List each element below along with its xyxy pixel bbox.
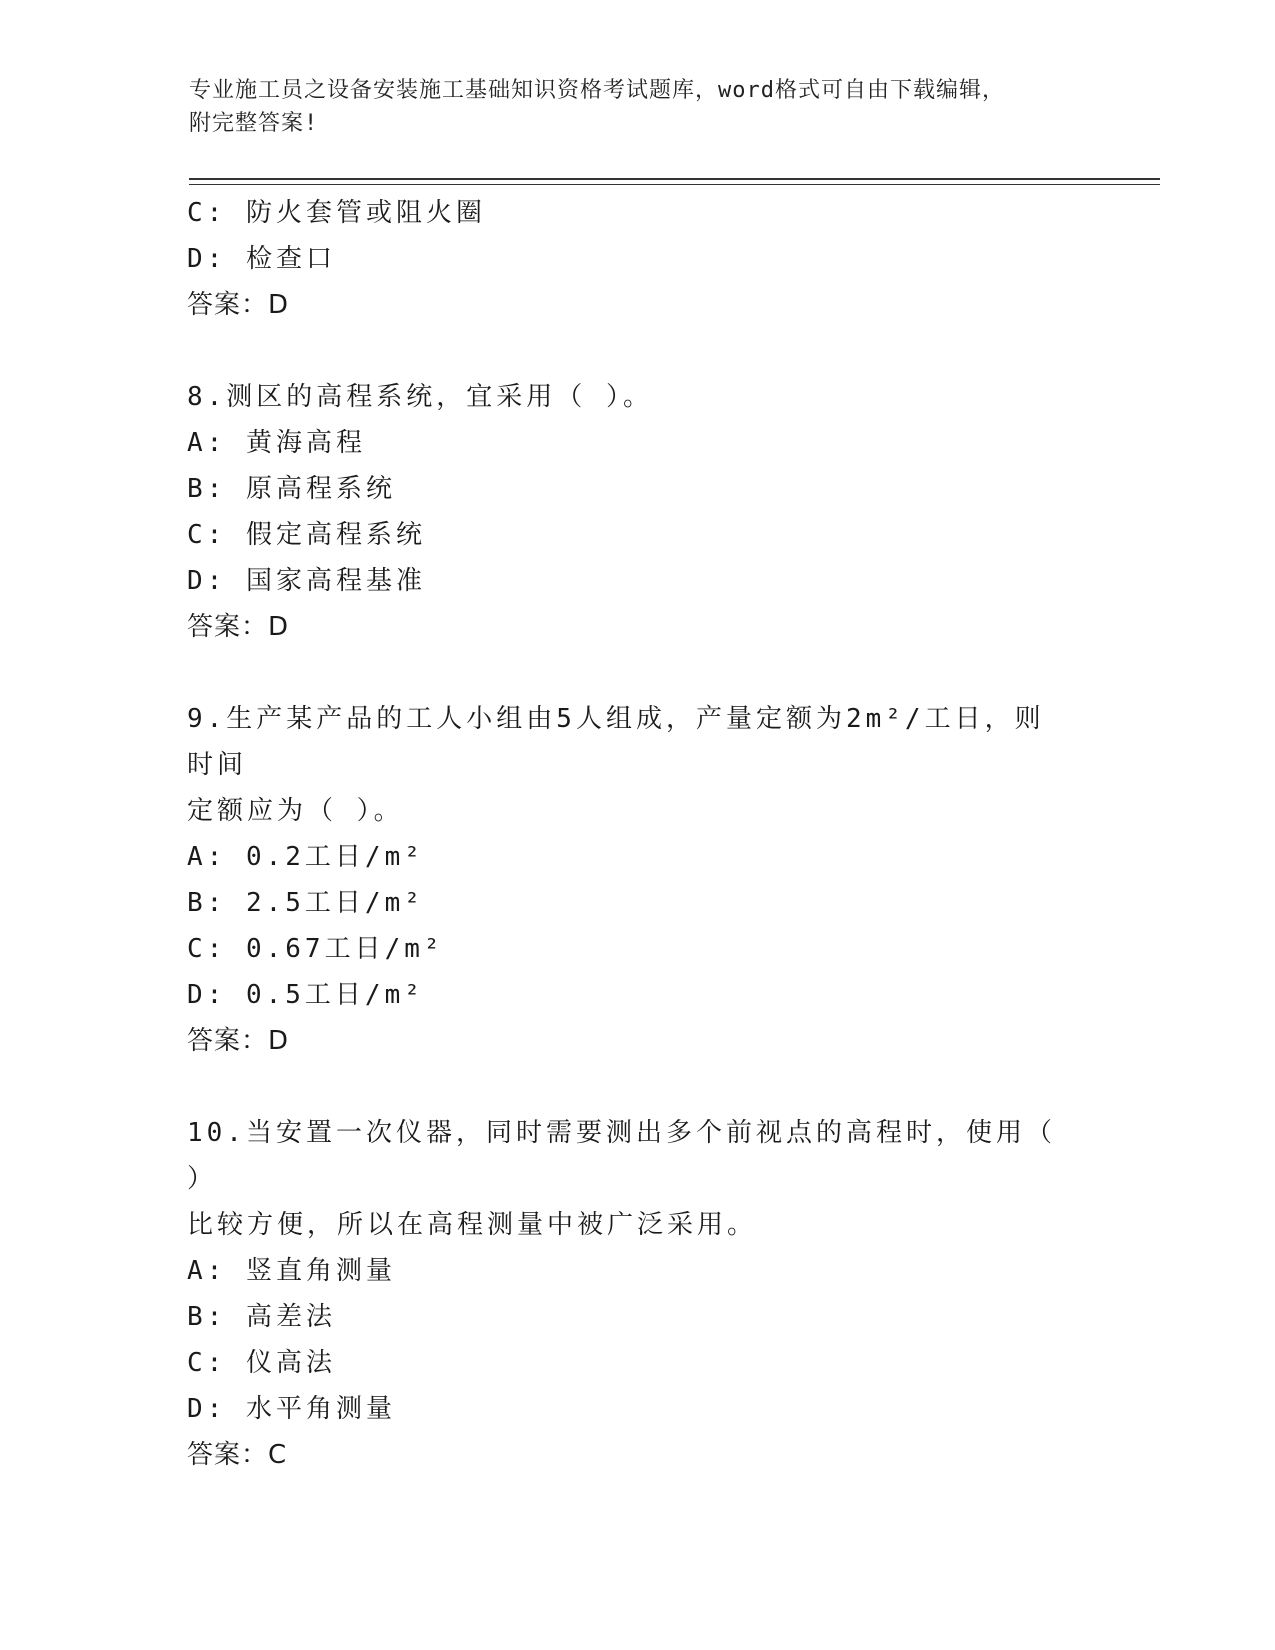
option-text: 0.2工日/m²	[245, 842, 424, 872]
question-text-line-1: 9.生产某产品的工人小组由5人组成，产量定额为2m²/工日，则时间	[187, 704, 1045, 780]
question-8	[187, 374, 1087, 650]
document-header	[189, 74, 1069, 140]
option-label: C:	[187, 1348, 227, 1378]
option-label: A:	[187, 1256, 227, 1286]
question-fragment	[187, 190, 1087, 328]
option-label: C:	[187, 198, 227, 228]
header-divider-thick	[189, 178, 1160, 180]
option-d	[187, 1386, 1087, 1432]
option-c	[187, 1340, 1087, 1386]
option-text: 国家高程基准	[245, 566, 426, 596]
option-label: B:	[187, 474, 227, 504]
option-text: 0.5工日/m²	[245, 980, 424, 1010]
option-d	[187, 558, 1087, 604]
option-c	[187, 190, 1087, 236]
option-b	[187, 466, 1087, 512]
option-a	[187, 1248, 1087, 1294]
option-c	[187, 926, 1087, 972]
option-label: A:	[187, 842, 227, 872]
option-text: 检查口	[245, 244, 336, 274]
question-9	[187, 696, 1087, 1064]
option-text: 原高程系统	[245, 474, 396, 504]
option-c	[187, 512, 1087, 558]
answer: 答案：C	[187, 1440, 288, 1470]
option-d	[187, 972, 1087, 1018]
option-text: 防火套管或阻火圈	[245, 198, 486, 228]
option-a	[187, 420, 1087, 466]
option-label: A:	[187, 428, 227, 458]
option-text: 仪高法	[245, 1348, 336, 1378]
header-line-1: 专业施工员之设备安装施工基础知识资格考试题库，word格式可自由下载编辑，	[189, 78, 1005, 103]
option-d	[187, 236, 1087, 282]
question-text-line-2: 比较方便，所以在高程测量中被广泛采用。	[187, 1210, 758, 1240]
option-text: 高差法	[245, 1302, 336, 1332]
option-text: 黄海高程	[245, 428, 366, 458]
header-line-2: 附完整答案!	[189, 111, 319, 136]
question-10	[187, 1110, 1087, 1478]
question-text-line-2: 定额应为（ ）。	[187, 796, 404, 826]
option-label: D:	[187, 1394, 227, 1424]
header-divider-thin	[189, 184, 1160, 185]
option-a	[187, 834, 1087, 880]
option-text: 竖直角测量	[245, 1256, 396, 1286]
option-b	[187, 880, 1087, 926]
option-label: D:	[187, 980, 227, 1010]
question-text: 8.测区的高程系统，宜采用（ ）。	[187, 382, 653, 412]
answer: 答案：D	[187, 1026, 290, 1056]
answer: 答案：D	[187, 612, 290, 642]
option-text: 0.67工日/m²	[245, 934, 444, 964]
option-label: C:	[187, 934, 227, 964]
option-text: 2.5工日/m²	[245, 888, 424, 918]
option-b	[187, 1294, 1087, 1340]
option-text: 水平角测量	[245, 1394, 396, 1424]
answer: 答案：D	[187, 290, 290, 320]
option-label: D:	[187, 566, 227, 596]
option-label: B:	[187, 1302, 227, 1332]
option-text: 假定高程系统	[245, 520, 426, 550]
question-list	[187, 190, 1087, 1478]
option-label: D:	[187, 244, 227, 274]
option-label: C:	[187, 520, 227, 550]
option-label: B:	[187, 888, 227, 918]
question-text-line-1: 10.当安置一次仪器，同时需要测出多个前视点的高程时，使用（ ）	[187, 1118, 1056, 1194]
